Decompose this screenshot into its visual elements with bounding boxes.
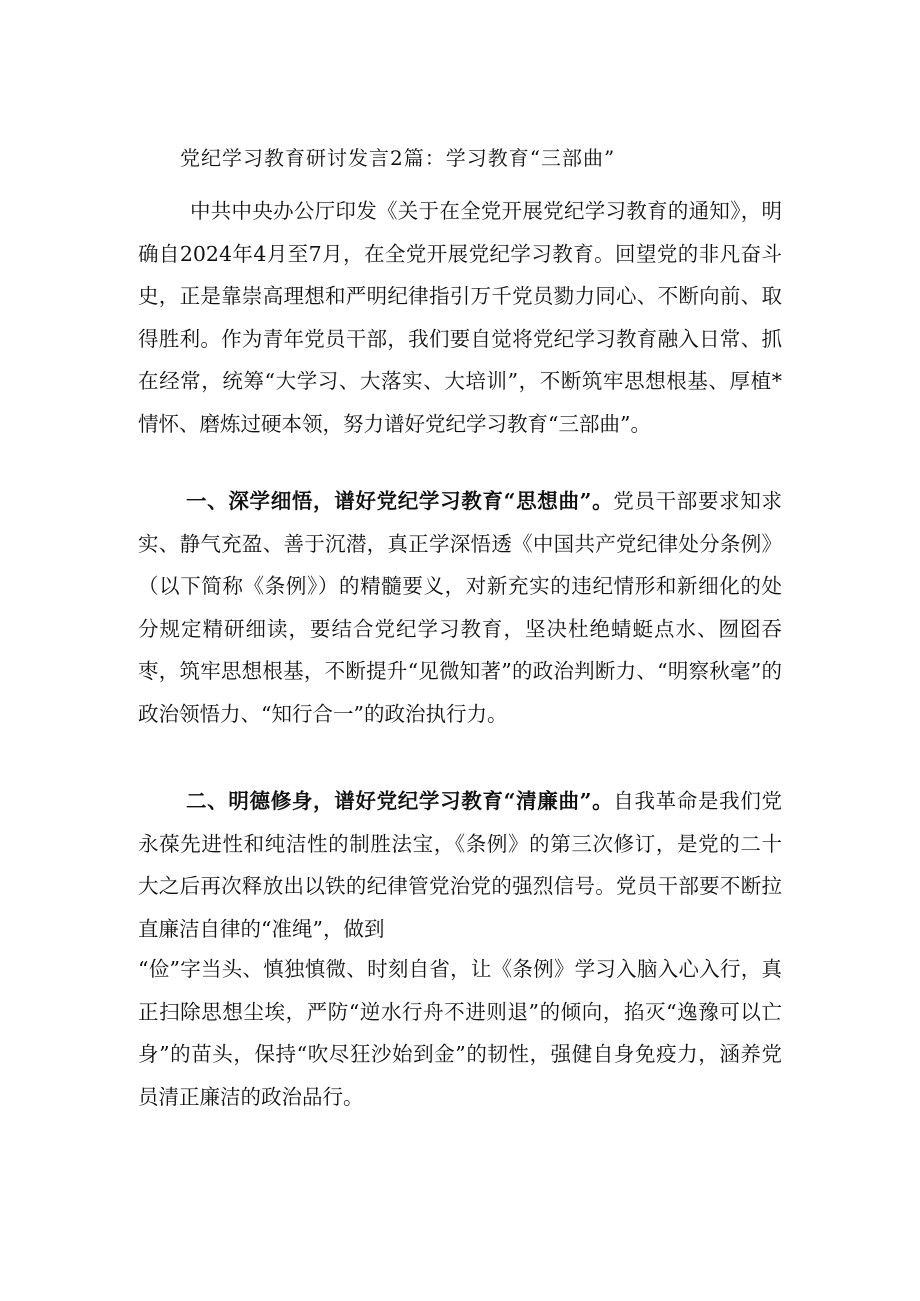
paragraph-body: “俭”字当头、慎独慎微、时刻自省，让《条例》学习入脑入心入行，真正扫除思想尘埃，严防“逆水行舟不进则退”的倾向，掐灭“逸豫可以亡身”的苗头，保持“吹尽狂沙始到金”的韧性，强健自身免疫力，涵养党员清正廉洁的政治品行。	[138, 957, 782, 1109]
paragraph-body: 自我革命是我们党永葆先进性和纯洁性的制胜法宝，《条例》的第三次修订，是党的二十大之后再次释放出以铁的纪律管党治党的强烈信号。党员干部要不断拉直廉洁自律的“准绳”，做到	[138, 789, 782, 941]
paragraph-body: 党员干部要求知求实、静气充盈、善于沉潜，真正学深悟透《中国共产党纪律处分条例》（以下简称《条例》）的精髓要义，对新充实的违纪情形和新细化的处分规定精研细读，要结合党纪学习教育，坚决杜绝蜻蜓点水、囫囵吞枣，筑牢思想根基，不断提升“见微知著”的政治判断力、“明察秋毫”的政治领悟力、“知行合一”的政治执行力。	[138, 489, 782, 726]
document-title: 党纪学习教育研讨发言2篇：学习教育“三部曲”	[180, 146, 616, 170]
section-heading: 一、深学细悟，谱好党纪学习教育“思想曲”。	[186, 489, 614, 513]
paragraph-section-two	[138, 780, 782, 950]
paragraph-intro	[138, 190, 782, 445]
paragraph-section-one	[138, 480, 782, 735]
paragraph-section-two-continued	[138, 948, 782, 1118]
paragraph-body: 中共中央办公厅印发《关于在全党开展党纪学习教育的通知》，明确自2024年4月至7月，在全党开展党纪学习教育。回望党的非凡奋斗史，正是靠崇高理想和严明纪律指引万千党员勠力同心、不断向前、取得胜利。作为青年党员干部，我们要自觉将党纪学习教育融入日常、抓在经常，统筹“大学习、大落实、大培训”，不断筑牢思想根基、厚植*情怀、磨炼过硬本领，努力谱好党纪学习教育“三部曲”。	[138, 199, 782, 436]
section-heading: 二、明德修身，谱好党纪学习教育“清廉曲”。	[186, 789, 614, 813]
